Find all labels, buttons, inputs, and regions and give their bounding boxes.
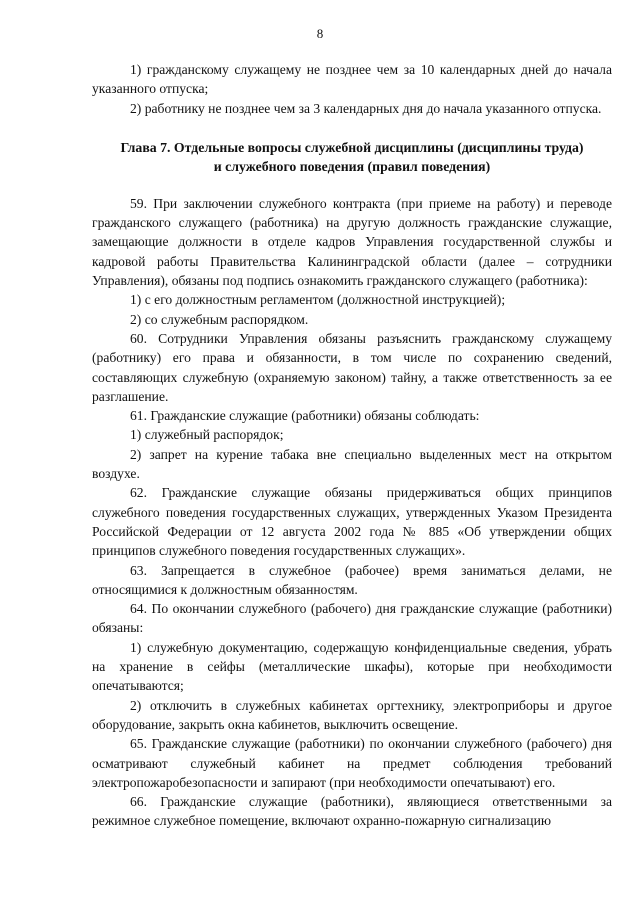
chapter-heading-line: и служебного поведения (правил поведения) (213, 158, 491, 174)
page-number: 8 (316, 26, 324, 41)
paragraph: 2) отключить в служебных кабинетах оргтехнику, электроприборы и другое оборудование, закрыть окна кабинетов, выключить освещение. (92, 697, 612, 732)
paragraph: 2) со служебным распорядком. (130, 311, 309, 327)
paragraph: 1) с его должностным регламентом (должностной инструкцией); (130, 292, 506, 308)
paragraph: 1) служебный распорядок; (130, 427, 284, 443)
paragraph: 61. Гражданские служащие (работники) обязаны соблюдать: (130, 408, 480, 424)
paragraph: 64. По окончании служебного (рабочего) дня гражданские служащие (работники) обязаны: (92, 601, 612, 636)
paragraph: 63. Запрещается в служебное (рабочее) время заниматься делами, не относящимися к должностным обязанностям. (92, 562, 612, 597)
paragraph: 2) работнику не позднее чем за 3 календарных дня до начала указанного отпуска. (130, 100, 602, 116)
paragraph: 66. Гражданские служащие (работники), являющиеся ответственными за режимное служебное помещение, включают охранно-пожарную сигнализацию (92, 794, 612, 829)
paragraph: 59. При заключении служебного контракта (при приеме на работу) и переводе гражданского служащего (работника) на другую должность гражданские служащие, замещающие должности в отделе кадров Управления государственной службы и кадровой работы Правительства Калининградской области (далее – сотрудники Управления), обязаны под подпись ознакомить гражданского служащего (работника): (92, 195, 612, 289)
chapter-heading-line: Глава 7. Отдельные вопросы служебной дисциплины (дисциплины труда) (120, 139, 584, 155)
document-body (92, 60, 612, 831)
chapter-heading (92, 138, 612, 176)
paragraph: 60. Сотрудники Управления обязаны разъяснить гражданскому служащему (работнику) его права и обязанности, в том числе по сохранению сведений, составляющих служебную (охраняемую законом) тайну, а также ответственность за ее разглашение. (92, 330, 612, 404)
paragraph: 1) гражданскому служащему не позднее чем за 10 календарных дней до начала указанного отпуска; (92, 62, 612, 97)
paragraph: 65. Гражданские служащие (работники) по окончании служебного (рабочего) дня осматривают служебный кабинет на предмет соблюдения требований электропожаробезопасности и запирают (при необходимости опечатывают) его. (92, 736, 612, 790)
paragraph: 1) служебную документацию, содержащую конфиденциальные сведения, убрать на хранение в сейфы (металлические шкафы), которые при необходимости опечатываются; (92, 639, 612, 694)
paragraph: 2) запрет на курение табака вне специально выделенных мест на открытом воздухе. (92, 446, 612, 482)
paragraph: 62. Гражданские служащие обязаны придерживаться общих принципов служебного поведения государственных служащих, утвержденных Указом Президента Российской Федерации от 12 августа 2002 года № 885 «Об утверждении общих принципов служебного поведения государственных служащих». (92, 485, 612, 559)
